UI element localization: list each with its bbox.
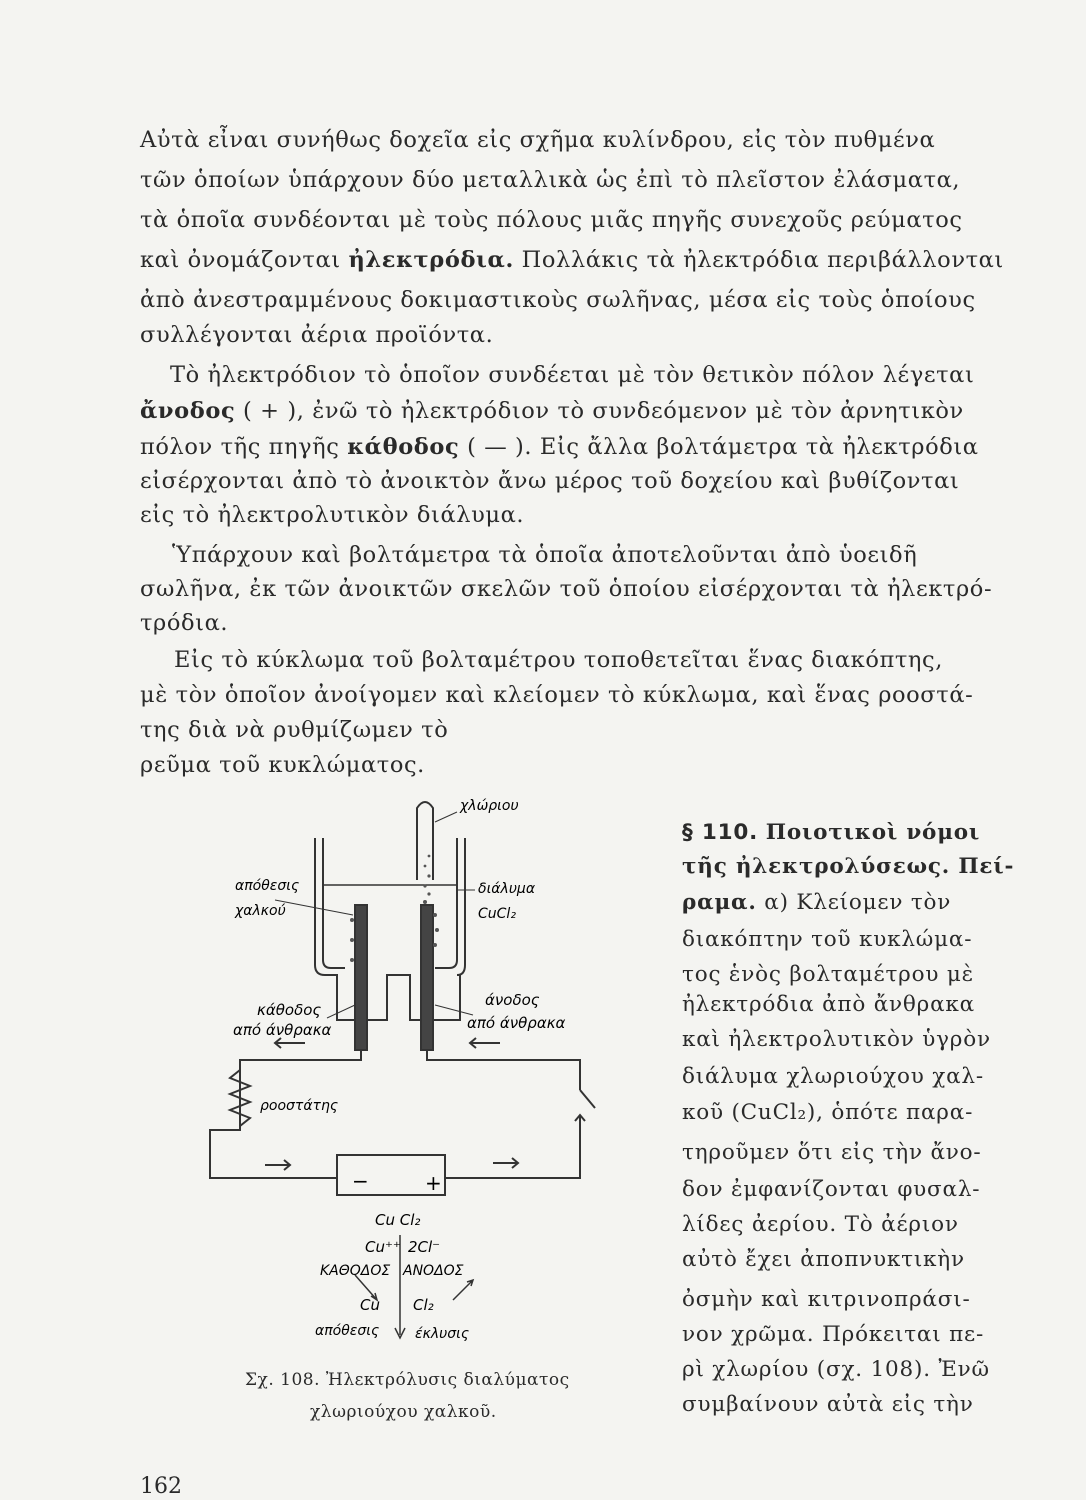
p4-line4: ρεῦμα τοῦ κυκλώματος. xyxy=(140,752,425,778)
section-line-13: νον χρῶμα. Πρόκειται πε- xyxy=(682,1322,985,1347)
p1-line2: τῶν ὁποίων ὑπάρχουν δύο μεταλλικὰ ὡς ἐπὶ τὸ πλεῖστον ἐλάσματα, xyxy=(140,167,961,193)
eq-cu-ion: Cu⁺⁺ xyxy=(365,1238,401,1256)
label-solution-1: διάλυμα xyxy=(478,881,536,897)
p2-line5: εἰς τὸ ἠλεκτρολυτικὸν διάλυμα. xyxy=(140,502,525,528)
label-rheostat: ροοστάτης xyxy=(260,1098,339,1114)
battery-minus: − xyxy=(352,1169,369,1193)
p2-line2 xyxy=(140,396,964,426)
p2-line3-end: ( — ). Εἰς ἄλλα βολτάμετρα τὰ ἠλεκτρόδια xyxy=(459,434,979,460)
term-electrodes: ἠλεκτρόδια. xyxy=(348,247,514,273)
vessel xyxy=(315,838,465,1020)
section-title-line2 xyxy=(682,852,1014,882)
label-deposit-2: χαλκού xyxy=(235,903,286,919)
section-line-5: καὶ ἠλεκτρολυτικὸν ὑγρὸν xyxy=(682,1027,991,1052)
term-cathode: κάθοδος xyxy=(347,434,460,460)
eq-cathode: ΚΑΘΟΔΟΣ xyxy=(320,1263,391,1279)
arrow-icon xyxy=(265,1160,290,1170)
arrow-icon xyxy=(575,1115,585,1140)
p2-line1: Τὸ ἠλεκτρόδιον τὸ ὁποῖον συνδέεται μὲ τὸν θετικὸν πόλον λέγεται xyxy=(170,362,975,388)
section-line-15: συμβαίνουν αὐτὰ εἰς τὴν xyxy=(682,1392,974,1417)
section-line-1: α) Κλείομεν τὸν xyxy=(764,890,952,915)
battery-plus: + xyxy=(425,1171,442,1195)
label-anode-2: από άνθρακα xyxy=(467,1014,566,1032)
p2-line3 xyxy=(140,432,979,462)
term-anode: ἄνοδος xyxy=(140,398,236,424)
p3-line3: τρόδια. xyxy=(140,610,229,636)
section-line-11: αὐτὸ ἔχει ἀποπνυκτικὴν xyxy=(682,1247,965,1272)
p1-line4 xyxy=(140,245,1004,275)
p1-line5: ἀπὸ ἀνεστραμμένους δοκιμαστικοὺς σωλῆνας, μέσα εἰς τοὺς ὁποίους xyxy=(140,287,976,313)
figure-caption-1: Σχ. 108. Ἠλεκτρόλυσις διαλύματος xyxy=(245,1370,570,1390)
p2-line3-start: πόλον τῆς πηγῆς xyxy=(140,434,348,460)
label-anode-1: άνοδος xyxy=(485,991,540,1009)
section-line-7: κοῦ (CuCl₂), ὁπότε παρα- xyxy=(682,1100,974,1125)
anode-electrode xyxy=(421,905,433,1050)
eq-cl-ion: 2Cl⁻ xyxy=(408,1238,441,1256)
section-title-3: ραμα. xyxy=(682,890,757,915)
p3-line1: Ὑπάρχουν καὶ βολτάμετρα τὰ ὁποῖα ἀποτελοῦνται ἀπὸ ὑοειδῆ xyxy=(172,542,918,568)
p4-line1: Εἰς τὸ κύκλωμα τοῦ βολταμέτρου τοποθετεῖται ἕνας διακόπτης, xyxy=(174,647,943,673)
eq-anode: ΑΝΟΔΟΣ xyxy=(403,1263,464,1279)
section-line-4: ἠλεκτρόδια ἀπὸ ἄνθρακα xyxy=(682,992,975,1017)
p1-line6: συλλέγονται ἀέρια προϊόντα. xyxy=(140,322,494,348)
section-number: § 110. xyxy=(682,820,759,845)
p1-line1: Αὐτὰ εἶναι συνήθως δοχεῖα εἰς σχῆμα κυλίνδρου, εἰς τὸν πυθμένα xyxy=(140,127,936,153)
section-line-14: ρὶ χλωρίου (σχ. 108). Ἐνῶ xyxy=(682,1357,990,1382)
eq-compound: Cu Cl₂ xyxy=(375,1211,421,1229)
section-line-8: τηροῦμεν ὅτι εἰς τὴν ἄνο- xyxy=(682,1140,982,1165)
p4-line2: μὲ τὸν ὁποῖον ἀνοίγομεν καὶ κλείομεν τὸ κύκλωμα, καὶ ἕνας ροοστά- xyxy=(140,682,974,708)
label-cathode-2: από άνθρακα xyxy=(233,1021,332,1039)
section-title-line1 xyxy=(682,818,980,848)
electrolysis-figure xyxy=(195,790,635,1350)
figure-caption-2: χλωριούχου χαλκοῦ. xyxy=(310,1402,497,1422)
section-title-2: τῆς ἠλεκτρολύσεως. Πεί- xyxy=(682,854,1015,879)
page-number: 162 xyxy=(140,1474,182,1499)
label-cathode-1: κάθοδος xyxy=(257,1001,322,1019)
p3-line2: σωλῆνα, ἐκ τῶν ἀνοικτῶν σκελῶν τοῦ ὁποίου εἰσέρχονται τὰ ἠλεκτρό- xyxy=(140,576,993,602)
section-line-12: ὀσμὴν καὶ κιτρινοπράσι- xyxy=(682,1287,971,1312)
circuit-wire xyxy=(210,1050,361,1178)
eq-cu: Cu xyxy=(360,1296,380,1314)
p2-line4: εἰσέρχονται ἀπὸ τὸ ἀνοικτὸν ἄνω μέρος τοῦ δοχείου καὶ βυθίζονται xyxy=(140,468,960,494)
section-title-line3 xyxy=(682,888,951,918)
arrow-icon xyxy=(493,1158,518,1168)
eq-release: έκλυσις xyxy=(415,1326,470,1342)
section-line-6: διάλυμα χλωριούχου χαλ- xyxy=(682,1064,984,1089)
p2-line2-end: ( + ), ἐνῶ τὸ ἠλεκτρόδιον τὸ συνδεόμενον μὲ τὸν ἀρνητικὸν xyxy=(235,398,964,424)
arrow-icon xyxy=(470,1038,500,1048)
p1-line4-end: Πολλάκις τὰ ἠλεκτρόδια περιβάλλονται xyxy=(513,247,1004,273)
section-title-1: Ποιοτικοὶ νόμοι xyxy=(765,820,981,845)
cathode-electrode xyxy=(355,905,367,1050)
label-deposit-1: απόθεσις xyxy=(235,878,300,894)
eq-cl2: Cl₂ xyxy=(413,1296,434,1314)
section-line-9: δον ἐμφανίζονται φυσαλ- xyxy=(682,1177,981,1202)
arrow-icon xyxy=(275,1038,305,1048)
section-line-10: λίδες ἀερίου. Τὸ ἀέριον xyxy=(682,1212,959,1237)
p1-line3: τὰ ὁποῖα συνδέονται μὲ τοὺς πόλους μιᾶς πηγῆς συνεχοῦς ρεύματος xyxy=(140,207,963,233)
p4-line3: της διὰ νὰ ρυθμίζωμεν τὸ xyxy=(140,717,449,743)
label-chlorine: χλώριου xyxy=(460,798,519,814)
eq-deposit: απόθεσις xyxy=(315,1323,380,1339)
test-tube xyxy=(417,802,433,880)
section-line-2: διακόπτην τοῦ κυκλώμα- xyxy=(682,927,973,952)
label-solution-2: CuCl₂ xyxy=(478,906,516,922)
section-line-3: τος ἑνὸς βολταμέτρου μὲ xyxy=(682,962,974,987)
p1-line4-start: καὶ ὀνομάζονται xyxy=(140,247,349,273)
